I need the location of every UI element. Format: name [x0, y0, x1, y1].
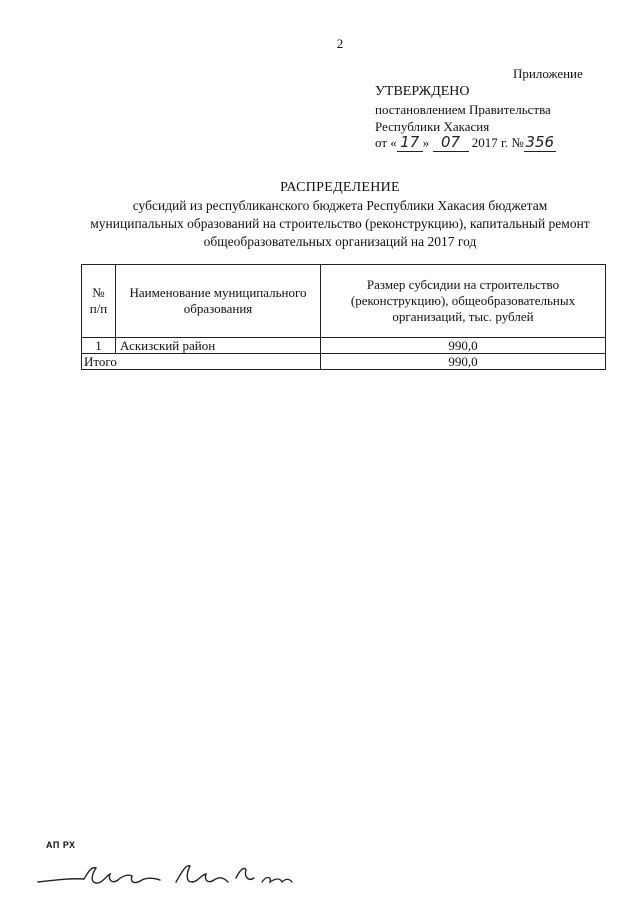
date-month: 07 [433, 134, 469, 152]
date-prefix: от « [375, 135, 397, 150]
date-day: 17 [397, 134, 423, 152]
page-number: 2 [336, 36, 344, 51]
table-header-row [82, 265, 606, 338]
date-mid: » [422, 135, 430, 150]
date-year: 2017 г. № [471, 135, 524, 150]
distribution-table [81, 264, 606, 370]
table-row [82, 338, 606, 354]
approved-line-2: Республики Хакасия [375, 119, 490, 134]
document-number: 356 [525, 133, 555, 151]
total-label: Итого [82, 354, 321, 370]
row-number: 1 [82, 338, 116, 354]
appendix-label: Приложение [513, 66, 583, 81]
total-amount: 990,0 [321, 354, 606, 370]
document-title: РАСПРЕДЕЛЕНИЕ [280, 180, 400, 195]
document-subtitle: субсидий из республиканского бюджета Республики Хакасия бюджетам муниципальных образований на строительство (реконструкцию), капитальный ремонт общеобразовательных организаций на 2017 год [90, 198, 590, 249]
table-total-row [82, 354, 606, 370]
footer-code: АП РХ [46, 840, 76, 850]
header-number: № п/п [82, 265, 116, 338]
approved-line-1: постановлением Правительства [375, 102, 551, 117]
handwritten-signature [36, 852, 296, 892]
row-municipality: Аскизский район [116, 338, 321, 354]
header-subsidy-amount: Размер субсидии на строительство (реконструкцию), общеобразовательных организаций, тыс. рублей [321, 265, 606, 338]
header-municipality: Наименование муниципального образования [116, 265, 321, 338]
row-amount: 990,0 [321, 338, 606, 354]
approval-date-line [375, 134, 556, 152]
approved-heading: УТВЕРЖДЕНО [375, 84, 470, 99]
